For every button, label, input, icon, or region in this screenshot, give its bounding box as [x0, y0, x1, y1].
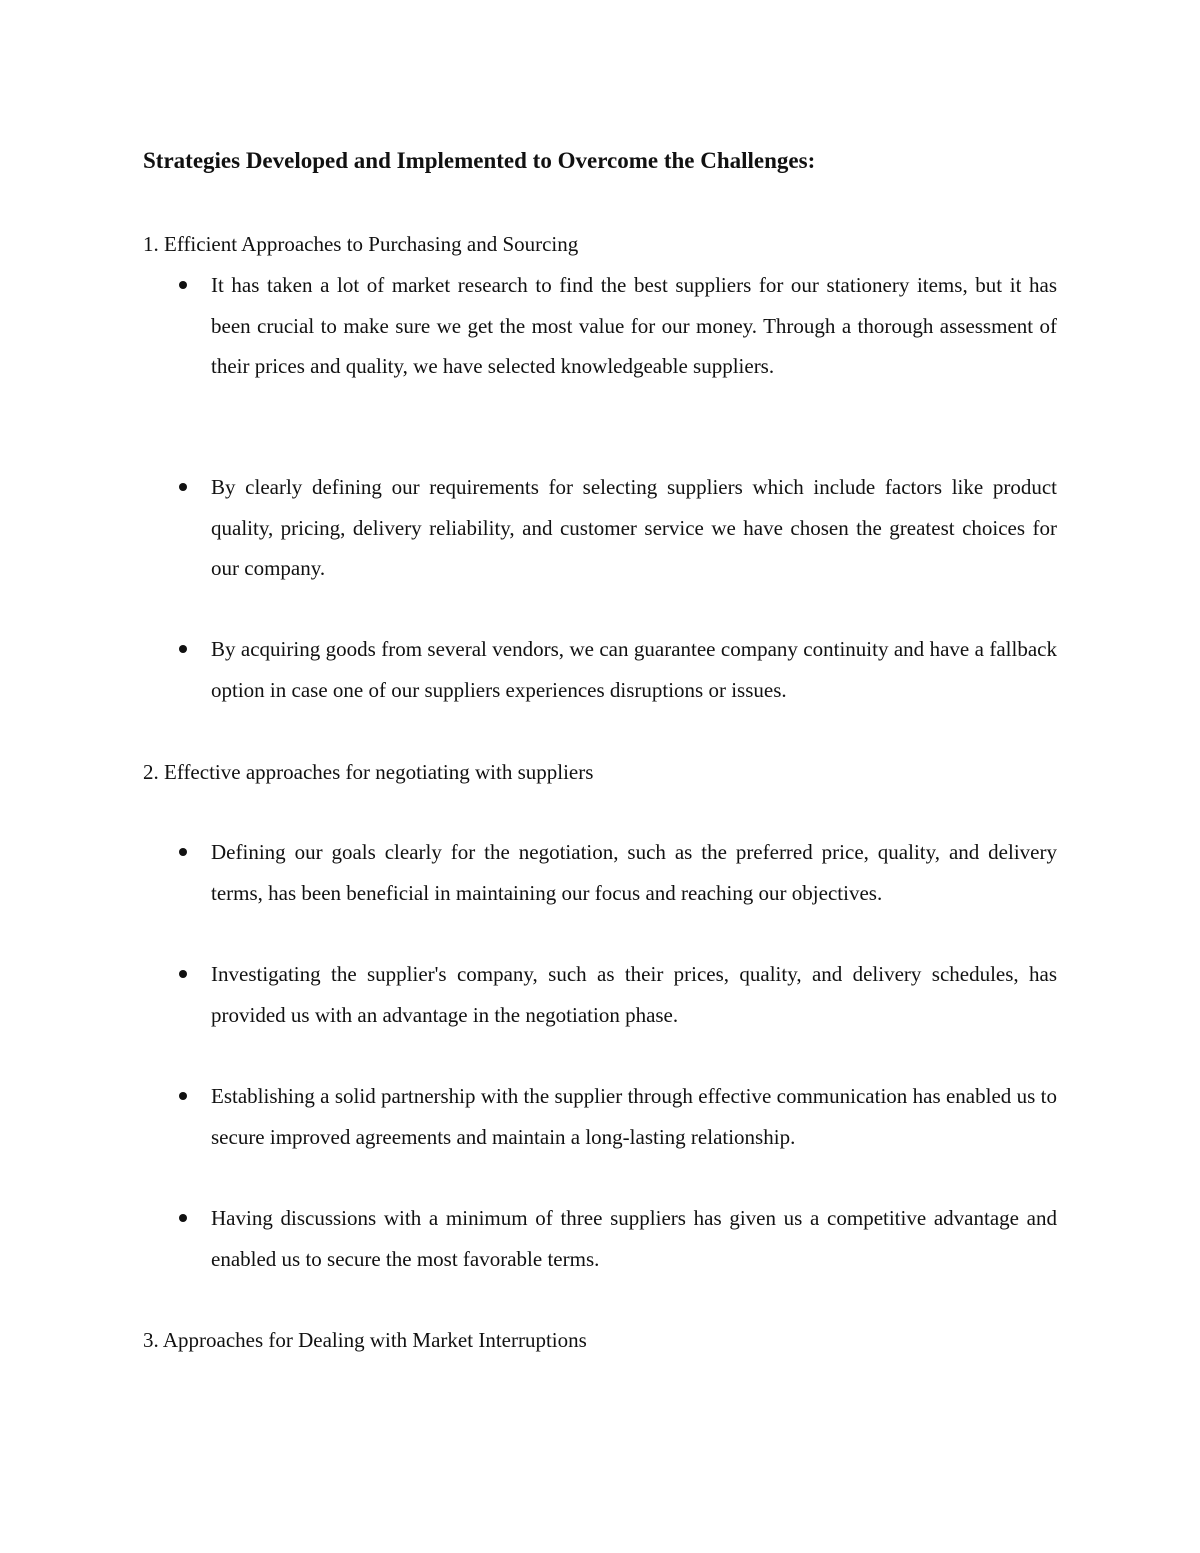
bullet-item-1-3: By acquiring goods from several vendors, we can guarantee company continuity and have a fallback option in case one of our suppliers experiences disruptions or issues. — [211, 629, 1057, 710]
bullet-item-1-2: By clearly defining our requirements for selecting suppliers which include factors like product quality, pricing, delivery reliability, and customer service we have chosen the greatest choices for our company. — [211, 467, 1057, 589]
bullet-item-2-4: Having discussions with a minimum of three suppliers has given us a competitive advantage and enabled us to secure the most favorable terms. — [211, 1198, 1057, 1279]
bullet-item-2-1: Defining our goals clearly for the negotiation, such as the preferred price, quality, and delivery terms, has been beneficial in maintaining our focus and reaching our objectives. — [211, 832, 1057, 913]
bullet-item-1-1: It has taken a lot of market research to find the best suppliers for our stationery items, but it has been crucial to make sure we get the most value for our money. Through a thorough assessment of their prices and quality, we have selected knowledgeable suppliers. — [211, 265, 1057, 387]
section-heading-1: 1. Efficient Approaches to Purchasing and Sourcing — [143, 232, 579, 256]
bullet-item-2-3: Establishing a solid partnership with the supplier through effective communication has enabled us to secure improved agreements and maintain a long-lasting relationship. — [211, 1076, 1057, 1157]
bullet-item-2-2: Investigating the supplier's company, such as their prices, quality, and delivery schedules, has provided us with an advantage in the negotiation phase. — [211, 954, 1057, 1035]
section-heading-3: 3. Approaches for Dealing with Market Interruptions — [143, 1328, 587, 1352]
document-title: Strategies Developed and Implemented to Overcome the Challenges: — [143, 148, 816, 173]
section-heading-2: 2. Effective approaches for negotiating with suppliers — [143, 760, 594, 784]
